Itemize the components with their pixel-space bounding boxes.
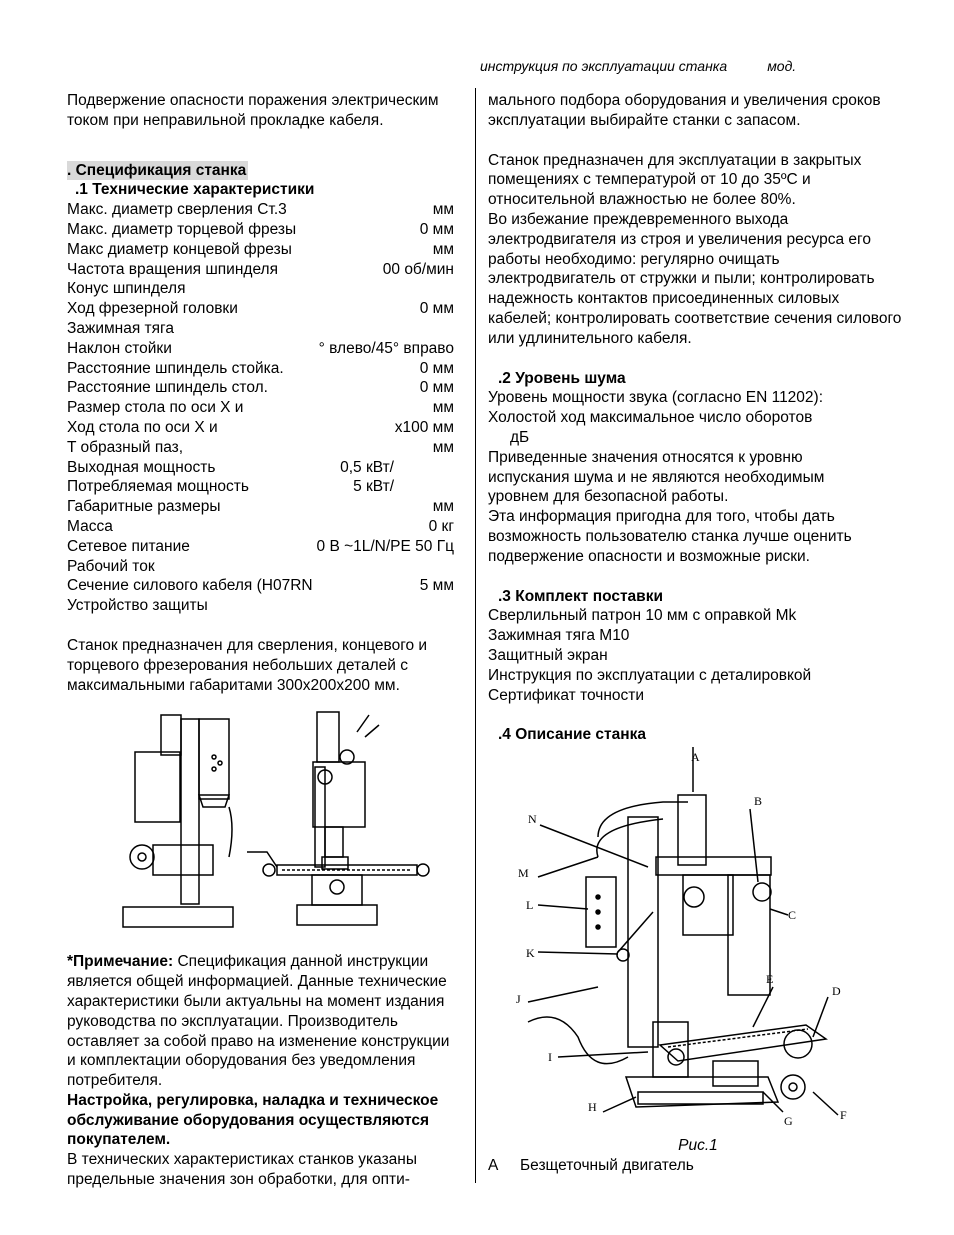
- figure-label-b: B: [754, 794, 763, 809]
- spec-row: [67, 378, 454, 398]
- spec-value: мм: [432, 240, 454, 258]
- spec-label: Сетевое питание: [67, 537, 190, 555]
- spec-value: 00 об/мин: [382, 260, 454, 278]
- figure-label-f: F: [840, 1108, 847, 1123]
- spec-value: 0 мм: [419, 379, 454, 397]
- note-label: *Примечание:: [67, 953, 174, 971]
- spec-value: 0,5 кВт/: [340, 458, 394, 476]
- spec-label: Сечение силового кабеля (H07RN: [67, 577, 313, 595]
- spec-row: [67, 398, 454, 418]
- spec-label: Ход стола по оси X и: [67, 418, 218, 436]
- figure-label-h: H: [588, 1100, 597, 1115]
- spec-row: [67, 517, 454, 537]
- subsection-title: .1 Технические характеристики: [75, 181, 315, 199]
- spec-row: [67, 596, 454, 616]
- machine-front-side-figure: [117, 707, 497, 942]
- header-model: мод.: [767, 58, 797, 74]
- spec-row: [67, 458, 454, 478]
- kit-list: [488, 606, 908, 705]
- figure-label-d: D: [832, 984, 841, 999]
- left-column: [67, 91, 467, 1190]
- right-column: [488, 91, 908, 1176]
- figure-label-a: A: [691, 750, 700, 765]
- spec-label: Макс. диаметр торцевой фрезы: [67, 220, 297, 238]
- noise-line-2: Холостой ход максимальное число оборотов: [488, 409, 813, 427]
- noise-line-1: Уровень мощности звука (согласно EN 11202):: [488, 389, 824, 407]
- spec-label: Частота вращения шпинделя: [67, 260, 278, 278]
- spec-row: [67, 220, 454, 240]
- spec-label: Расстояние шпиндель стол.: [67, 379, 268, 397]
- spec-row: [67, 200, 454, 220]
- spec-row: [67, 279, 454, 299]
- page-header: [480, 57, 796, 77]
- spec-value: 0 мм: [419, 359, 454, 377]
- spec-label: Размер стола по оси X и: [67, 399, 244, 417]
- spec-value: ° влево/45° вправо: [318, 339, 454, 357]
- kit-item: Сертификат точности: [488, 686, 645, 704]
- spec-value: мм: [432, 438, 454, 456]
- figure-caption: Рис.1: [678, 1137, 718, 1155]
- spec-value: 5 кВт/: [353, 478, 394, 496]
- spec-label: Расстояние шпиндель стойка.: [67, 359, 284, 377]
- spec-row: [67, 339, 454, 359]
- spec-label: Потребляемая мощность: [67, 478, 249, 496]
- legend-letter: A: [488, 1156, 499, 1174]
- spec-row: [67, 299, 454, 319]
- purpose-text: Станок предназначен для сверления, концевого и торцевого фрезерования небольших деталей с максимальными габаритами 300х200х200 мм.: [67, 636, 428, 694]
- spec-label: Наклон стойки: [67, 339, 172, 357]
- machine-diagram-figure: [488, 747, 888, 1142]
- spec-row: [67, 319, 454, 339]
- figure-label-m: M: [518, 866, 529, 881]
- spec-label: Рабочий ток: [67, 557, 155, 575]
- spec-value: x100 мм: [394, 418, 454, 436]
- spec-label: Макс. диаметр сверления Ст.3: [67, 201, 287, 219]
- spec-label: Зажимная тяга: [67, 319, 174, 337]
- spec-value: мм: [432, 201, 454, 219]
- environment-text: Станок предназначен для эксплуатации в закрытых помещениях с температурой от 10 до 35ºC и относительной влажностью не более 80%.: [488, 151, 862, 209]
- spec-value: 0 мм: [419, 220, 454, 238]
- spec-row: [67, 576, 454, 596]
- column-divider: [475, 88, 476, 1183]
- spec-list: [67, 200, 467, 616]
- note-text: [67, 952, 459, 1091]
- figure-label-c: C: [788, 908, 797, 923]
- note-body: Спецификация данной инструкции является общей информацией. Данные технические характеристики были актуальны на момент издания руководства по эксплуатации. Производитель оставляет за собой право на изменение конструкции и комплектации оборудования без уведомления потребителя.: [67, 953, 450, 1090]
- spec-row: [67, 438, 454, 458]
- spec-row: [67, 497, 454, 517]
- kit-item: Защитный экран: [488, 646, 608, 664]
- noise-title: .2 Уровень шума: [498, 369, 626, 387]
- spec-row: [67, 418, 454, 438]
- kit-item: Сверлильный патрон 10 мм с оправкой Mk: [488, 607, 797, 625]
- spec-row: [67, 477, 454, 497]
- kit-item: Зажимная тяга M10: [488, 627, 630, 645]
- spec-label: Выходная мощность: [67, 458, 216, 476]
- figure-label-j: J: [516, 992, 521, 1007]
- intro-text: Подвержение опасности поражения электрическим током при неправильной прокладке кабеля.: [67, 92, 439, 129]
- figure-label-k: K: [526, 946, 535, 961]
- continuation-text: мального подбора оборудования и увеличения сроков эксплуатации выбирайте станки с запасом.: [488, 92, 881, 129]
- spec-value: 0 мм: [419, 300, 454, 318]
- spec-row: [67, 537, 454, 557]
- figure-label-n: N: [528, 812, 537, 827]
- figure-label-e: E: [766, 972, 774, 987]
- maintenance-text: Во избежание преждевременного выхода электродвигателя из строя и увеличения ресурса его работы необходимо: регулярно очищать электродвигатель от стружки и пыли; контролировать надежность контактов присоединенных силовых кабелей; контролировать соответствие сечения силового или удлинительного кабеля.: [488, 210, 902, 347]
- spec-row: [67, 557, 454, 577]
- spec-value: мм: [432, 498, 454, 516]
- figure-label-l: L: [526, 898, 534, 913]
- spec-value: 0 В ~1L/N/PE 50 Гц: [316, 537, 454, 555]
- limits-text: В технических характеристиках станков указаны предельные значения зон обработки, для опти-: [67, 1151, 417, 1189]
- noise-db: дБ: [510, 428, 530, 446]
- noise-line-4: Приведенные значения относятся к уровню испускания шума и не являются необходимым уровнем для безопасной работы.: [488, 448, 825, 506]
- legend-item: [488, 1156, 908, 1176]
- noise-line-5: Эта информация пригодна для того, чтобы дать возможность пользователю станка лучше оценить подвержение опасности и возможные риски.: [488, 508, 852, 565]
- description-title: .4 Описание станка: [498, 726, 646, 744]
- spec-row: [67, 240, 454, 260]
- spec-label: Габаритные размеры: [67, 498, 221, 516]
- spec-label: T образный паз,: [67, 438, 184, 456]
- spec-row: [67, 260, 454, 280]
- legend-text: Безщеточный двигатель: [520, 1156, 694, 1174]
- spec-value: 0 кг: [428, 517, 454, 535]
- section-title: . Спецификация станка: [67, 161, 247, 179]
- figure-label-g: G: [784, 1114, 793, 1129]
- spec-row: [67, 359, 454, 379]
- header-title: инструкция по эксплуатации станка: [480, 58, 728, 74]
- spec-label: Масса: [67, 517, 113, 535]
- spec-value: 5 мм: [419, 577, 454, 595]
- service-text: Настройка, регулировка, наладка и техническое обслуживание оборудования осуществляются покупателем.: [67, 1091, 439, 1149]
- spec-label: Конус шпинделя: [67, 280, 186, 298]
- spec-label: Устройство защиты: [67, 597, 208, 615]
- figure-label-i: I: [548, 1050, 552, 1065]
- kit-item: Инструкция по эксплуатации с деталировкой: [488, 666, 812, 684]
- spec-value: мм: [432, 399, 454, 417]
- spec-label: Макс диаметр концевой фрезы: [67, 240, 292, 258]
- kit-title: .3 Комплект поставки: [498, 587, 663, 605]
- spec-label: Ход фрезерной головки: [67, 300, 238, 318]
